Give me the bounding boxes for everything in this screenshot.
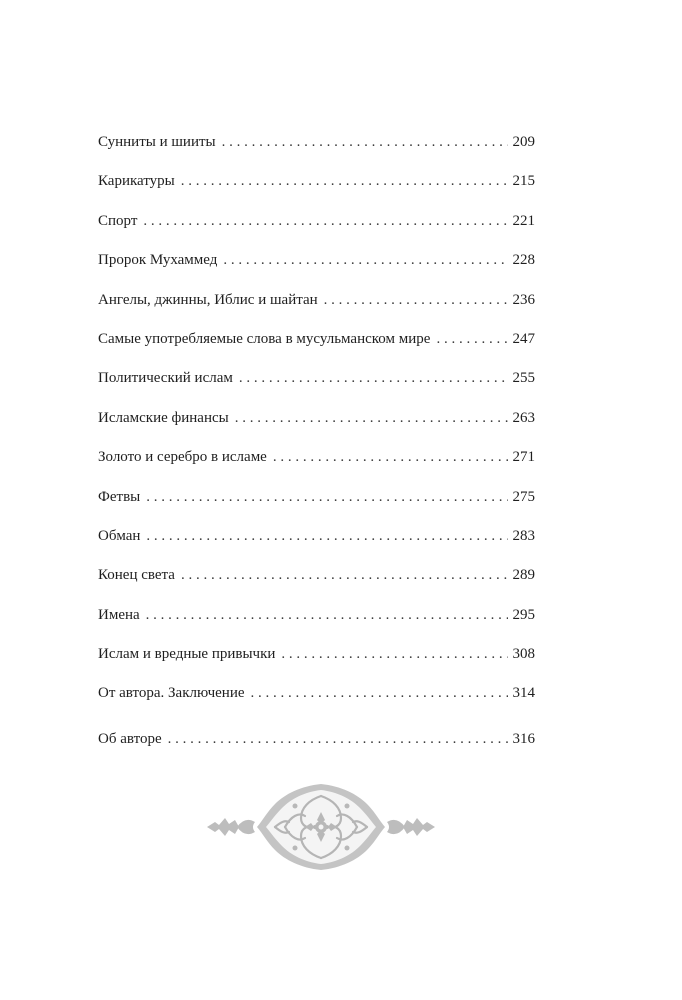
toc-entry-page: 221: [512, 212, 535, 229]
dot-leader: [281, 644, 507, 664]
toc-entry[interactable]: [98, 250, 535, 289]
dot-leader: [143, 211, 507, 231]
toc-entry[interactable]: [98, 132, 535, 171]
toc-entry-page: 314: [512, 685, 535, 702]
toc-entry[interactable]: [98, 565, 535, 604]
toc-entry-page: 215: [512, 173, 535, 190]
toc-entry-title: От автора. Заключение: [98, 685, 245, 702]
dot-leader: [181, 171, 508, 191]
toc-entry[interactable]: [98, 329, 535, 368]
toc-entry-page: 316: [512, 730, 535, 747]
toc-entry[interactable]: [98, 487, 535, 526]
toc-entry[interactable]: [98, 644, 535, 683]
toc-entry[interactable]: [98, 683, 535, 722]
dot-leader: [239, 368, 508, 388]
toc-entry[interactable]: [98, 729, 535, 768]
toc-entry-page: 255: [512, 370, 535, 387]
toc-entry-page: 289: [512, 567, 535, 584]
toc-entry-page: 209: [512, 134, 535, 150]
toc-entry-title: Политический ислам: [98, 370, 233, 387]
toc-entry-title: Пророк Мухаммед: [98, 252, 218, 269]
toc-entry-page: 247: [512, 330, 535, 347]
toc-entry-page: 275: [512, 488, 535, 505]
toc-entry-page: 236: [512, 291, 535, 308]
toc-entry[interactable]: [98, 447, 535, 486]
toc-entry-page: 308: [512, 646, 535, 663]
toc-entry-title: Ангелы, джинны, Иблис и шайтан: [98, 291, 318, 308]
toc-entry-title: Ислам и вредные привычки: [98, 646, 276, 663]
dot-leader: [146, 487, 507, 507]
toc-entry-title: Об авторе: [98, 730, 162, 747]
toc-entry[interactable]: [98, 368, 535, 407]
dot-leader: [273, 447, 508, 467]
dot-leader: [222, 132, 508, 152]
toc-entry[interactable]: [98, 211, 535, 250]
dot-leader: [251, 683, 508, 703]
toc-entry-title: Фетвы: [98, 488, 141, 505]
dot-leader: [223, 250, 507, 270]
toc-entry[interactable]: [98, 290, 535, 329]
toc-entry-title: Спорт: [98, 212, 138, 229]
toc-entry[interactable]: [98, 605, 535, 644]
arabesque-ornament-icon: [205, 782, 437, 872]
toc-entry-page: 228: [512, 252, 535, 269]
dot-leader: [181, 565, 508, 585]
dot-leader: [235, 408, 508, 428]
toc-entry-title: Золото и серебро в исламе: [98, 449, 267, 466]
dot-leader: [324, 290, 508, 310]
dot-leader: [146, 526, 507, 546]
toc-entry-title: Имена: [98, 606, 140, 623]
dot-leader: [146, 605, 508, 625]
toc-entry-title: Сунниты и шииты: [98, 134, 216, 150]
toc-entry-title: Обман: [98, 527, 141, 544]
toc-entry-title: Карикатуры: [98, 173, 175, 190]
toc-entry-title: Конец света: [98, 567, 175, 584]
toc-entry-title: Исламские финансы: [98, 409, 229, 426]
toc-entry[interactable]: [98, 171, 535, 210]
toc-entry-title: Самые употребляемые слова в мусульманском мире: [98, 330, 431, 347]
toc-entry-page: 295: [512, 606, 535, 623]
toc-entry[interactable]: [98, 408, 535, 447]
table-of-contents: [98, 132, 535, 768]
toc-entry-page: 263: [512, 409, 535, 426]
dot-leader: [436, 329, 507, 349]
toc-entry-page: 271: [512, 449, 535, 466]
toc-entry[interactable]: [98, 526, 535, 565]
dot-leader: [168, 729, 508, 749]
toc-entry-page: 283: [512, 527, 535, 544]
